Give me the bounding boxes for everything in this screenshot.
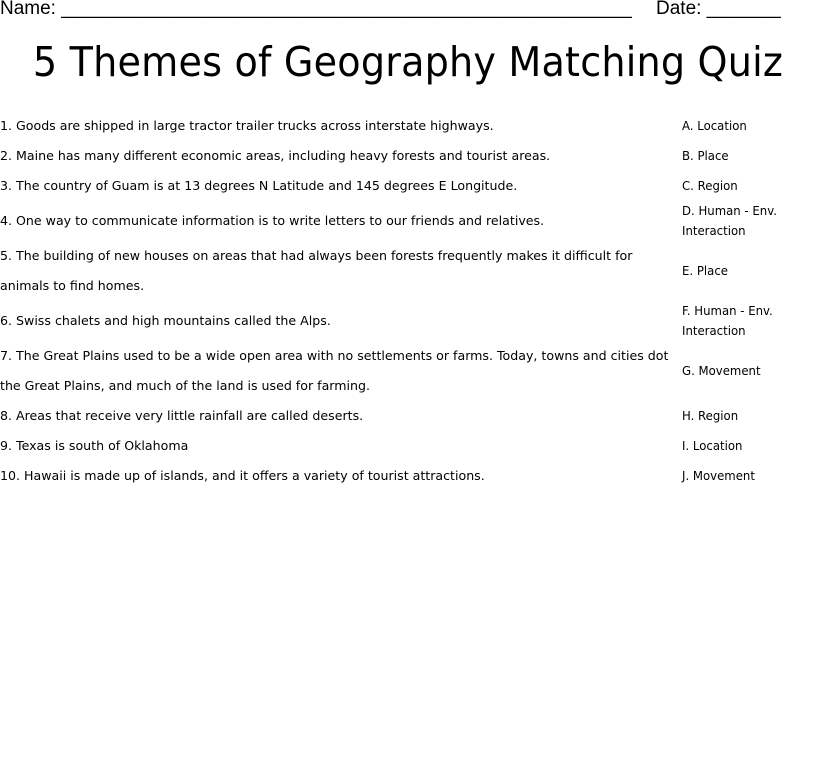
answer-text: D. Human - Env. <box>682 203 777 218</box>
question-item <box>0 171 672 201</box>
answer-text: A. Location <box>682 118 747 133</box>
question-text: 8. Areas that receive very little rainfall are called deserts. <box>0 408 364 423</box>
answer-text: F. Human - Env. <box>682 303 773 318</box>
question-item <box>0 111 672 141</box>
answer-item <box>682 176 812 196</box>
answer-item <box>682 436 812 456</box>
question-text: 2. Maine has many different economic areas, including heavy forests and tourist areas. <box>0 148 551 163</box>
answer-item <box>682 116 812 136</box>
question-text: the Great Plains, and much of the land is used for farming. <box>0 378 370 393</box>
name-field[interactable]: Name: ______________________________________________________ <box>0 0 632 19</box>
answer-item <box>682 261 812 281</box>
question-text: 1. Goods are shipped in large tractor trailer trucks across interstate highways. <box>0 118 494 133</box>
question-item <box>0 306 672 336</box>
question-text: 6. Swiss chalets and high mountains called the Alps. <box>0 313 331 328</box>
question-text: animals to find homes. <box>0 278 145 293</box>
answer-item <box>682 406 812 426</box>
answer-item <box>682 301 812 341</box>
question-item <box>0 141 672 171</box>
answer-text: G. Movement <box>682 363 761 378</box>
question-text: 9. Texas is south of Oklahoma <box>0 438 189 453</box>
answer-text: B. Place <box>682 148 729 163</box>
question-item <box>0 206 672 236</box>
question-text: 4. One way to communicate information is to write letters to our friends and relatives. <box>0 213 545 228</box>
question-item <box>0 401 672 431</box>
answer-text: I. Location <box>682 438 743 453</box>
question-text: 3. The country of Guam is at 13 degrees N Latitude and 145 degrees E Longitude. <box>0 178 518 193</box>
date-field[interactable]: Date: _______ <box>656 0 781 19</box>
answer-item <box>682 361 812 381</box>
question-item <box>0 431 672 461</box>
answer-item <box>682 466 812 486</box>
question-text: 7. The Great Plains used to be a wide open area with no settlements or farms. Today, towns and cities dot <box>0 348 669 363</box>
answer-text: Interaction <box>682 323 746 338</box>
question-text: 10. Hawaii is made up of islands, and it offers a variety of tourist attractions. <box>0 468 485 483</box>
question-text: 5. The building of new houses on areas that had always been forests frequently makes it difficult for <box>0 248 633 263</box>
answer-text: C. Region <box>682 178 738 193</box>
question-item <box>0 241 672 301</box>
question-item <box>0 341 672 401</box>
answer-text: E. Place <box>682 263 728 278</box>
answer-item <box>682 146 812 166</box>
header-line <box>0 0 816 22</box>
answer-text: H. Region <box>682 408 739 423</box>
question-item <box>0 461 672 491</box>
page-title: 5 Themes of Geography Matching Quiz <box>32 38 784 86</box>
answer-text: Interaction <box>682 223 746 238</box>
answer-item <box>682 201 812 241</box>
answer-text: J. Movement <box>682 468 755 483</box>
